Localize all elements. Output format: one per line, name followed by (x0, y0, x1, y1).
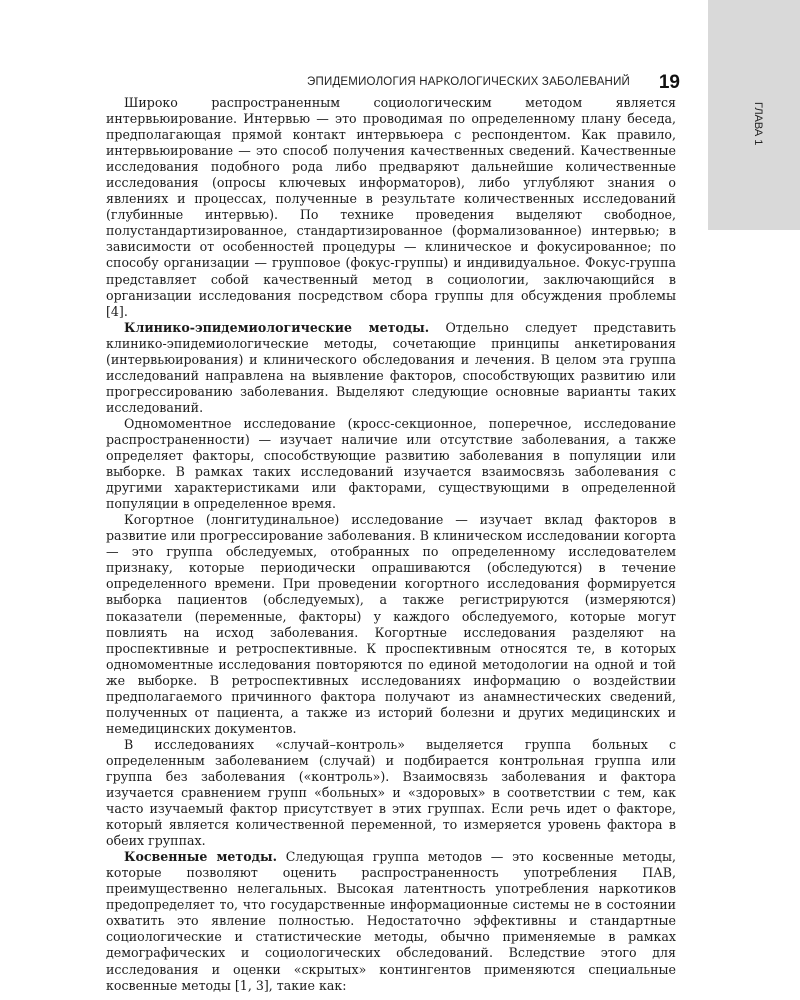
paragraph-text: В исследованиях «случай–контроль» выделяется группа больных с определенным заболеванием (случай) и подбирается контрольная группа или группа без заболевания («контроль»). Взаимосвязь заболевания и фактора изучается сравнением групп «больных» и «здоровых» в соответствии с тем, как часто изучаемый фактор присутствует в этих группах. Если речь идет о факторе, который является количественной переменной, то измеряется уровень фактора в обеих группах. (106, 736, 676, 849)
body-text (106, 95, 676, 994)
paragraph-term: Клинико-эпидемиологические методы. (124, 319, 430, 335)
chapter-tab (708, 0, 800, 230)
page-number: 19 (658, 72, 680, 93)
paragraph-text: Когортное (лонгитудинальное) исследование — изучает вклад факторов в развитие или прогрессирование заболевания. В клиническом исследовании когорта — это группа обследуемых, отобранных по определенному исследователем признаку, которые периодически опрашиваются (обследуются) в течение определенного времени. При проведении когортного исследования формируется выборка пациентов (обследуемых), а также регистрируются (измеряются) показатели (переменные, факторы) у каждого обследуемого, которые могут повлиять на исход заболевания. Когортные исследования разделяют на проспективные и ретроспективные. К проспективным относятся те, в которых одномоментные исследования повторяются по единой методологии на одной и той же выборке. В ретроспективных исследованиях информацию о воздействии предполагаемого причинного фактора получают из анамнестических сведений, полученных от пациента, а также из историй болезни и других медицинских и немедицинских документов. (106, 512, 676, 736)
paragraph-text: Следующая группа методов — это косвенные методы, которые позволяют оценить распространенность употребления ПАВ, преимущественно нелегальных. Высокая латентность употребления наркотиков предопределяет то, что государственные информационные системы не в состоянии охватить это явление полностью. Недостаточно эффективны и стандартные социологические и статистические методы, обычно применяемые в рамках демографических и социологических обследований. Вследствие этого для исследования и оценки «скрытых» контингентов применяются специальные косвенные методы [1, 3], такие как: (106, 849, 676, 993)
paragraph (106, 849, 676, 993)
page-header (110, 72, 680, 96)
chapter-label: ГЛАВА 1 (752, 102, 764, 146)
paragraph (106, 416, 676, 512)
paragraph-text: Отдельно следует представить клинико-эпидемиологические методы, сочетающие принципы анкетирования (интервьюирования) и клинического обследования и лечения. В целом эта группа исследований направлена на выявление факторов, способствующих развитию или прогрессированию заболевания. Выделяют следующие основные варианты таких исследований. (106, 319, 676, 415)
paragraph-text: Одномоментное исследование (кросс-секционное, поперечное, исследование распространенности) — изучает наличие или отсутствие заболевания, а также определяет факторы, способствующие развитию заболевания в популяции или выборке. В рамках таких исследований изучается взаимосвязь заболевания с другими характеристиками или факторами, существующими в определенной популяции в определенное время. (106, 415, 676, 512)
paragraph (106, 95, 676, 320)
running-title: ЭПИДЕМИОЛОГИЯ НАРКОЛОГИЧЕСКИХ ЗАБОЛЕВАНИЙ (307, 76, 630, 88)
paragraph-text: Широко распространенным социологическим методом является интервьюирование. Интервью — это проводимая по определенному плану беседа, предполагающая прямой контакт интервьюера с респондентом. Как правило, интервьюирование — это способ получения качественных сведений. Качественные исследования подобного рода либо предваряют дальнейшие количественные исследования (опросы ключевых информаторов), либо углубляют знания о явлениях и процессах, полученные в результате количественных исследований (глубинные интервью). По технике проведения выделяют свободное, полустандартизированное, стандартизированное (формализованное) интервью; в зависимости от особенностей процедуры — клиническое и фокусированное; по способу организации — групповое (фокус-группы) и индивидуальное. Фокус-группа представляет собой качественный метод в социологии, заключающийся в организации исследования посредством сбора группы для обсуждения проблемы [4]. (106, 95, 676, 319)
paragraph (106, 512, 676, 737)
paragraph-term: Косвенные методы. (124, 849, 278, 865)
paragraph (106, 737, 676, 849)
paragraph (106, 320, 676, 416)
